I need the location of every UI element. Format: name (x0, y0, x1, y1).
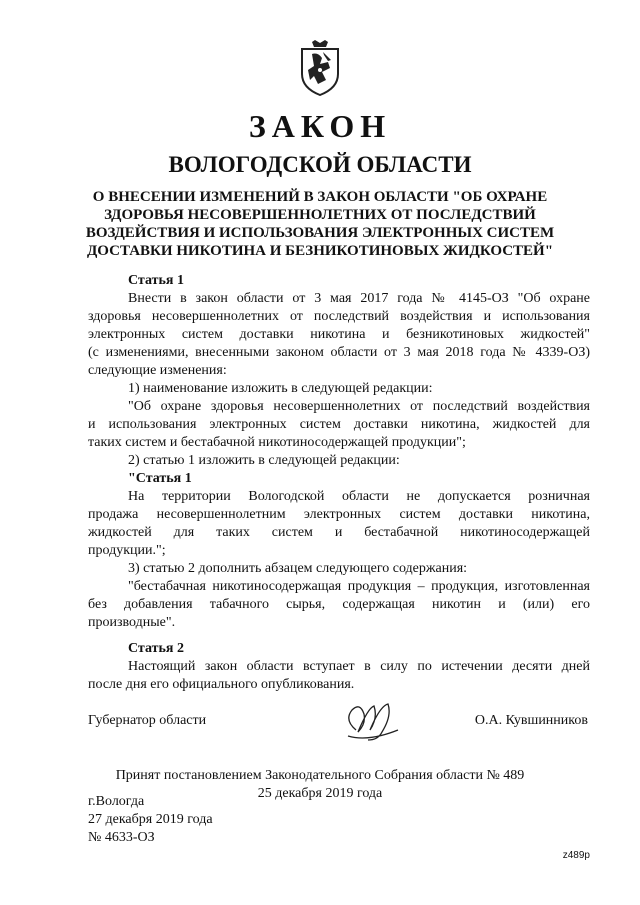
heading-line: ЗДОРОВЬЯ НЕСОВЕРШЕННОЛЕТНИХ ОТ ПОСЛЕДСТВИЙ (104, 207, 536, 223)
law-title: ЗАКОН (248, 108, 392, 144)
article-1-line: Внести в закон области от 3 мая 2017 года № 4145-ОЗ "Об охране (128, 291, 590, 306)
heading-line: ВОЗДЕЙСТВИЯ И ИСПОЛЬЗОВАНИЯ ЭЛЕКТРОННЫХ СИСТЕМ (85, 225, 555, 241)
article-1-line: таких систем и бестабачной никотиносодержащей продукции"; (88, 435, 466, 450)
article-1-line: и использования электронных систем доставки никотина, жидкостей для (88, 417, 590, 432)
heading-line: О ВНЕСЕНИИ ИЗМЕНЕНИЙ В ЗАКОН ОБЛАСТИ "ОБ ОХРАНЕ (92, 189, 548, 205)
article-1-line: электронных систем доставки никотина и безникотиновых жидкостей" (88, 327, 590, 342)
article-1-line: продукции."; (88, 543, 166, 558)
coat-of-arms-emblem (298, 40, 342, 96)
region-title: ВОЛОГОДСКОЙ ОБЛАСТИ (168, 152, 472, 177)
city: г.Вологда (88, 794, 145, 809)
article-2-title: Статья 2 (128, 641, 184, 656)
place-and-date (88, 793, 213, 847)
law-heading (70, 188, 570, 260)
article-1-line: "Об охране здоровья несовершеннолетних от последствий воздействия (128, 399, 590, 414)
governor-position: Губернатор области (88, 713, 207, 728)
article-1-line: 1) наименование изложить в следующей редакции: (128, 381, 433, 396)
article-1-line: без добавления табачного сырья, содержащая никотин и (или) его (88, 597, 590, 612)
article-1-line: жидкостей для таких систем и бестабачной никотиносодержащей (88, 525, 590, 540)
article-1-line: здоровья несовершеннолетних от последствий воздействия и использования (88, 309, 590, 324)
article-1-line: следующие изменения: (88, 363, 227, 378)
governor-name: О.А. Кувшинников (474, 713, 588, 728)
law-number: № 4633-ОЗ (88, 830, 155, 845)
signing-date: 27 декабря 2019 года (88, 812, 213, 827)
article-1-line: "бестабачная никотиносодержащая продукция – продукция, изготовленная (128, 579, 590, 594)
article-2-line: после дня его официального опубликования. (88, 677, 355, 692)
article-1-line: (с изменениями, внесенными законом области от 3 мая 2018 года № 4339-ОЗ) (88, 345, 590, 360)
article-2-line: Настоящий закон области вступает в силу по истечении десяти дней (128, 659, 590, 674)
article-1-line: 2) статью 1 изложить в следующей редакции: (128, 453, 400, 468)
adoption-line: Принят постановлением Законодательного Собрания области № 489 (115, 768, 525, 783)
law-body (88, 272, 590, 694)
article-1-line: "Статья 1 (128, 471, 192, 486)
article-1-title: Статья 1 (128, 273, 184, 288)
handwritten-signature (338, 700, 408, 744)
article-1-line: 3) статью 2 дополнить абзацем следующего содержания: (128, 561, 468, 576)
document-code: z489p (562, 850, 590, 861)
article-1-line: продажа несовершеннолетним электронных систем доставки никотина, (88, 507, 590, 522)
article-1-line: На территории Вологодской области не допускается розничная (128, 489, 590, 504)
article-1-line: производные". (88, 615, 176, 630)
adoption-date: 25 декабря 2019 года (257, 786, 383, 801)
heading-line: ДОСТАВКИ НИКОТИНА И БЕЗНИКОТИНОВЫХ ЖИДКОСТЕЙ" (86, 243, 554, 259)
